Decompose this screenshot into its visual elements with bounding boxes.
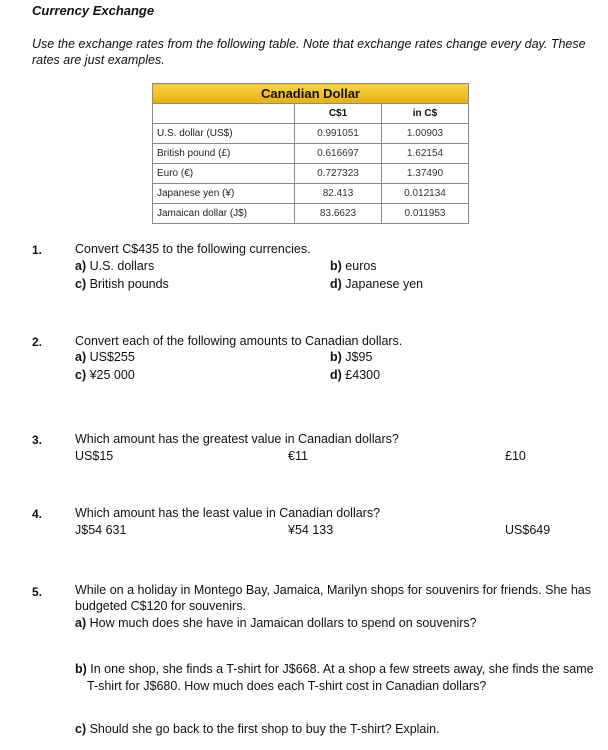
rate-value: 83.6623	[295, 204, 382, 224]
inverse-rate-value: 1.00903	[382, 124, 469, 144]
question-3-text: Which amount has the greatest value in Canadian dollars?	[75, 432, 399, 446]
question-1-part-a	[75, 259, 154, 273]
question-1-part-d	[330, 277, 423, 291]
inverse-rate-value: 1.62154	[382, 144, 469, 164]
part-text: US$255	[86, 350, 135, 364]
table-row	[153, 144, 469, 164]
part-label: a)	[75, 616, 87, 630]
part-text: Should she go back to the first shop to buy the T-shirt? Explain.	[86, 722, 440, 736]
question-1-text: Convert C$435 to the following currencies.	[75, 242, 311, 256]
table-row	[153, 124, 469, 144]
table-row	[153, 164, 469, 184]
question-3-option-1: US$15	[75, 449, 114, 463]
inverse-rate-value: 1.37490	[382, 164, 469, 184]
currency-name: Euro (€)	[153, 164, 295, 184]
part-text: U.S. dollars	[86, 259, 155, 273]
question-3-option-2: €11	[288, 449, 308, 463]
column-header-c1: C$1	[295, 104, 382, 124]
part-text: How much does she have in Jamaican dollars to spend on souvenirs?	[86, 616, 477, 630]
currency-name: Jamaican dollar (J$)	[153, 204, 295, 224]
rate-value: 82.413	[295, 184, 382, 204]
table-row	[153, 184, 469, 204]
part-label: d)	[330, 277, 342, 291]
part-text: J$95	[341, 350, 373, 364]
question-4-option-1: J$54 631	[75, 523, 127, 537]
currency-name: British pound (£)	[153, 144, 295, 164]
currency-name: Japanese yen (¥)	[153, 184, 295, 204]
rate-value: 0.991051	[295, 124, 382, 144]
part-text: In one shop, she finds a T-shirt for J$668. At a shop a few streets away, she finds the same T-shirt for J$680. How much does each T-shirt cost in Canadian dollars?	[86, 662, 594, 693]
table-header: Canadian Dollar	[153, 84, 469, 104]
page-title: Currency Exchange	[32, 3, 155, 18]
part-label: a)	[75, 259, 87, 273]
question-2-part-d	[330, 368, 380, 382]
question-5-text: While on a holiday in Montego Bay, Jamaica, Marilyn shops for souvenirs for friends. She has budgeted C$120 for souvenirs.	[75, 583, 591, 613]
part-text: ¥25 000	[86, 368, 135, 382]
table-corner	[153, 104, 295, 124]
question-1-part-c	[75, 277, 169, 291]
question-5-part-c	[75, 720, 600, 738]
rate-value: 0.727323	[295, 164, 382, 184]
instructions: Use the exchange rates from the following table. Note that exchange rates change every day. These rates are just examples.	[32, 37, 586, 67]
table-row	[153, 204, 469, 224]
part-label: c)	[75, 277, 87, 291]
question-2-part-a	[75, 350, 135, 364]
question-1-number: 1.	[32, 243, 43, 257]
part-label: a)	[75, 350, 87, 364]
question-2-number: 2.	[32, 335, 43, 349]
question-4-text: Which amount has the least value in Canadian dollars?	[75, 506, 381, 520]
part-label: b)	[330, 350, 342, 364]
inverse-rate-value: 0.012134	[382, 184, 469, 204]
question-5-part-a	[75, 614, 600, 632]
question-4-number: 4.	[32, 507, 43, 521]
part-label: b)	[75, 662, 87, 676]
inverse-rate-value: 0.011953	[382, 204, 469, 224]
part-label: c)	[75, 722, 87, 736]
question-4-option-2: ¥54 133	[288, 523, 334, 537]
question-3-option-3: £10	[505, 449, 526, 463]
part-label: b)	[330, 259, 342, 273]
part-text: Japanese yen	[341, 277, 424, 291]
part-text: British pounds	[86, 277, 169, 291]
rate-value: 0.616697	[295, 144, 382, 164]
question-3-number: 3.	[32, 433, 43, 447]
question-2-part-b	[330, 350, 372, 364]
question-5-part-b	[75, 661, 597, 695]
part-text: euros	[341, 259, 377, 273]
question-5-number: 5.	[32, 585, 43, 599]
question-2-text: Convert each of the following amounts to Canadian dollars.	[75, 334, 403, 348]
question-1-part-b	[330, 259, 377, 273]
question-2-part-c	[75, 368, 135, 382]
part-label: d)	[330, 368, 342, 382]
currency-name: U.S. dollar (US$)	[153, 124, 295, 144]
exchange-rate-table	[152, 83, 469, 224]
column-header-in-cad: in C$	[382, 104, 469, 124]
question-4-option-3: US$649	[505, 523, 551, 537]
part-text: £4300	[341, 368, 381, 382]
part-label: c)	[75, 368, 87, 382]
